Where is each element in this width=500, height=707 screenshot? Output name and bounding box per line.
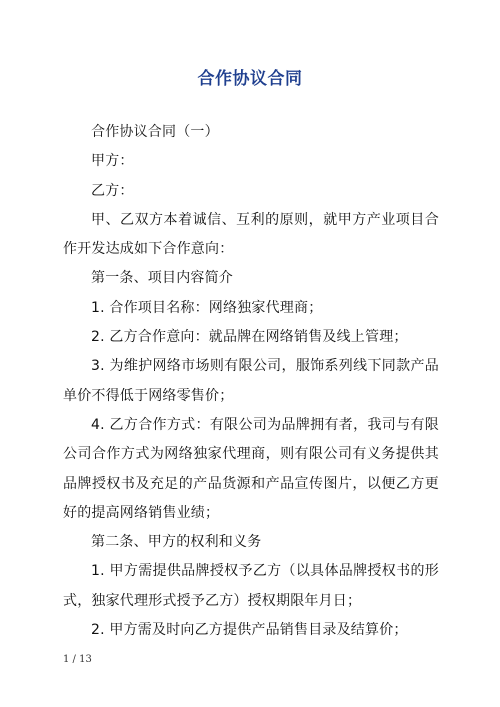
paragraph-1: 合作协议合同（一） — [91, 124, 219, 140]
paragraph-2: 甲方： — [91, 153, 134, 170]
paragraph-9: 4. 乙方合作方式：有限公司为品牌拥有者，我司与有限公司合作方式为网络独家代理商，则有限公司有义务提供其品牌授权书及充足的产品货源和产品宣传图片，以便乙方更好的提高网络销售业绩； — [63, 416, 439, 521]
page-indicator: 1 / 13 — [63, 654, 92, 665]
paragraph-6: 1. 合作项目名称：网络独家代理商； — [91, 299, 323, 316]
paragraph-3: 乙方： — [91, 182, 134, 199]
paragraph-4: 甲、乙双方本着诚信、互利的原则，就甲方产业项目合作开发达成如下合作意向： — [63, 211, 439, 258]
paragraph-12: 2. 甲方需及时向乙方提供产品销售目录及结算价； — [91, 622, 408, 639]
paragraph-10: 第二条、甲方的权利和义务 — [91, 534, 262, 551]
paragraph-11: 1. 甲方需提供品牌授权予乙方（以具体品牌授权书的形式，独家代理形式授予乙方）授权期限年月日； — [63, 563, 439, 609]
paragraph-5: 第一条、项目内容简介 — [91, 270, 233, 287]
paragraph-8: 3. 为维护网络市场则有限公司，服饰系列线下同款产品单价不得低于网络零售价； — [63, 358, 439, 404]
document-body — [63, 118, 439, 645]
document-title: 合作协议合同 — [197, 69, 303, 89]
paragraph-7: 2. 乙方合作意向：就品牌在网络销售及线上管理； — [91, 329, 408, 346]
